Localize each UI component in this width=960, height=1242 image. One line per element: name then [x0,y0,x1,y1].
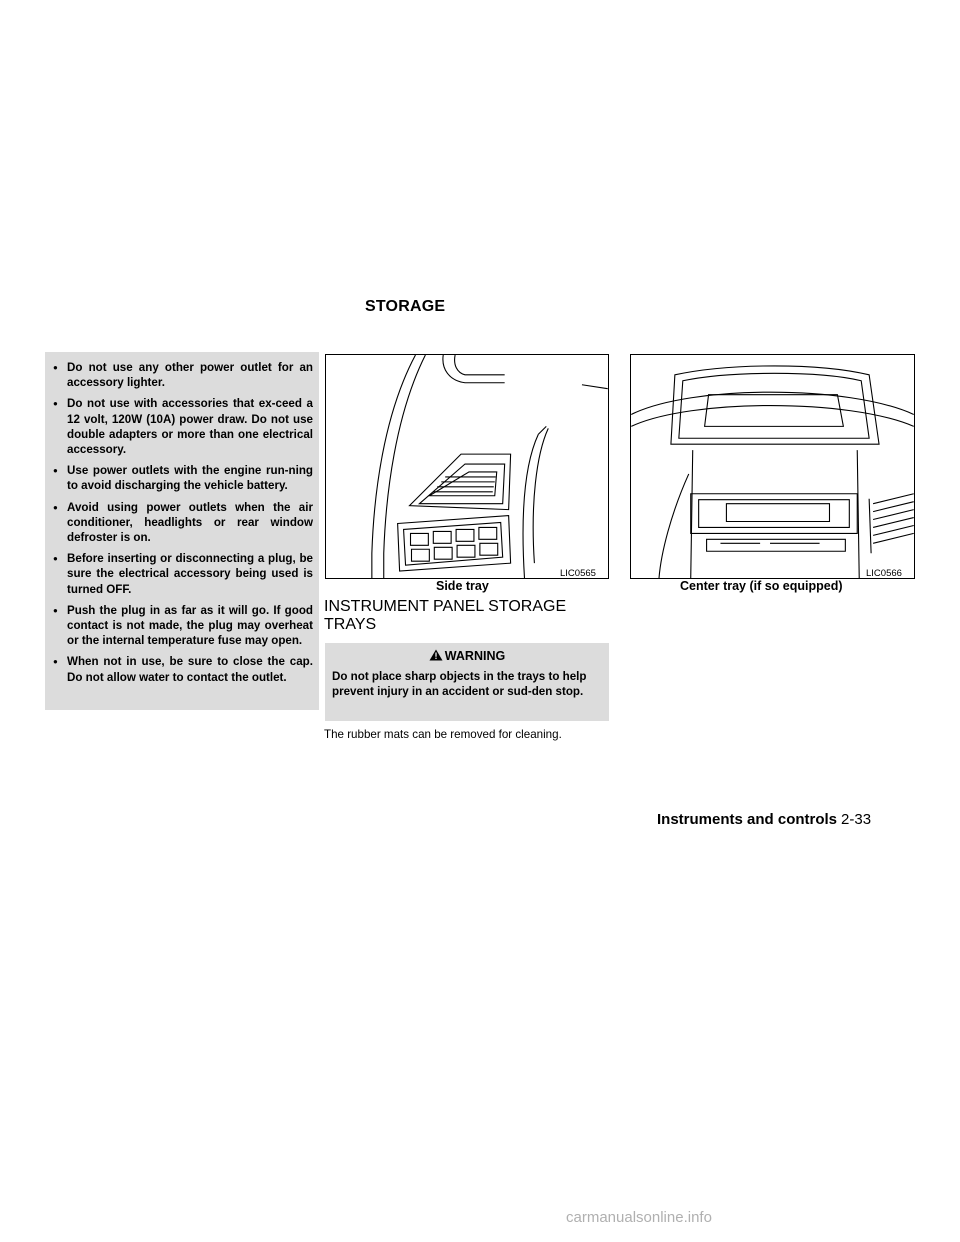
bullet-item: ● Avoid using power outlets when the air conditioner, headlights or rear window defroster is on. [52,500,313,546]
bullet-item: ● Push the plug in as far as it will go. If good contact is not made, the plug may overheat or the internal temperature fuse may open. [52,603,313,649]
bullet-list [52,360,313,685]
center-tray-illustration [630,354,915,579]
figure-caption: Center tray (if so equipped) [680,579,843,593]
bullet-item: ● Use power outlets with the engine run-ning to avoid discharging the vehicle battery. [52,463,313,493]
watermark: carmanualsonline.info [566,1209,712,1226]
page-number: 2-33 [841,811,872,828]
chapter-title: Instruments and controls [657,811,838,828]
bullet-item: ● Before inserting or disconnecting a plug, be sure the electrical accessory being used is turned OFF. [52,551,313,597]
bullet-item: ● When not in use, be sure to close the cap. Do not allow water to contact the outlet. [52,654,313,684]
bullet-item: ● Do not use any other power outlet for an accessory lighter. [52,360,313,390]
figure-code: LIC0566 [866,568,902,579]
figure-caption: Side tray [436,579,489,593]
section-title: STORAGE [365,298,446,315]
warning-header [332,649,602,665]
figure-code: LIC0565 [560,568,596,579]
warning-triangle-icon [429,649,443,661]
warning-box [325,643,609,721]
page-footer [657,811,871,828]
subsection-title: INSTRUMENT PANEL STORAGE TRAYS [324,598,567,633]
bullet-item: ● Do not use with accessories that ex-ceed a 12 volt, 120W (10A) power draw. Do not use double adapters or more than one electrical accessory. [52,396,313,457]
side-tray-illustration [325,354,609,579]
warning-text: Do not place sharp objects in the trays to help prevent injury in an accident or sud-den stop. [332,670,587,699]
warning-label: WARNING [444,649,506,663]
body-paragraph: The rubber mats can be removed for cleaning. [324,728,562,741]
caution-bullet-box [45,352,319,710]
